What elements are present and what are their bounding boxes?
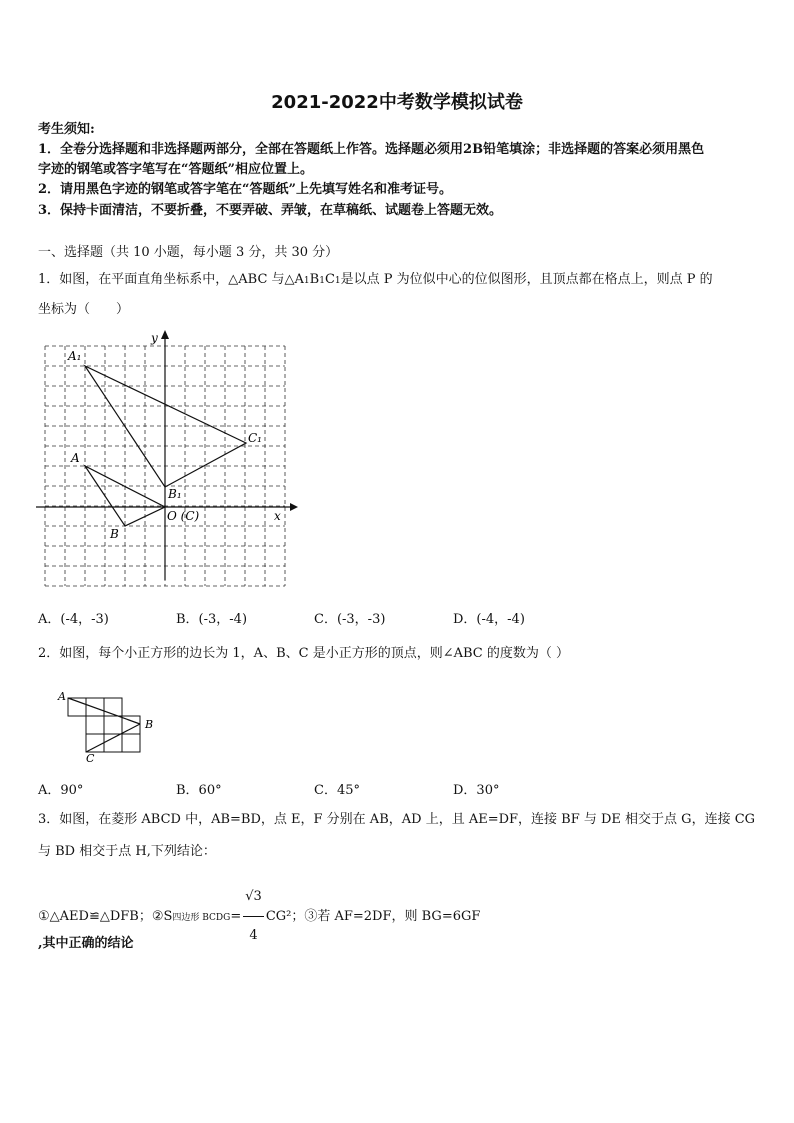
page-title: 2021-2022中考数学模拟试卷 [271,92,523,113]
q3-text-line2: 与 BD 相交于点 H,下列结论： [38,844,216,859]
q1-label-x: x [274,509,281,523]
q1-text-line1: 1．如图，在平面直角坐标系中，△ABC 与△A1B1C1是以点 P 为位似中心的位似图形，且顶点都在格点上，则点 P 的 [38,272,713,287]
q1-label-origin: O (C) [167,509,200,523]
q1-option-c[interactable]: C．(-3，-3) [314,612,386,627]
q1-label-a: A [71,451,80,465]
q1-option-d[interactable]: D．(-4，-4) [453,612,525,627]
q1-label-y: y [151,331,158,345]
q1-text-line2: 坐标为（ ） [38,302,130,317]
q1-label-b: B [110,527,119,541]
notice-heading: 考生须知: [38,122,95,137]
q2-label-b: B [145,718,154,731]
q1-label-a1: A₁ [68,349,82,363]
q2-option-a[interactable]: A．90° [38,783,84,798]
notice-item-3: 3．保持卡面清洁，不要折叠，不要弄破、弄皱，在草稿纸、试题卷上答题无效。 [38,203,503,218]
q2-option-d[interactable]: D．30° [453,783,500,798]
section-heading: 一、选择题（共 10 小题，每小题 3 分，共 30 分） [38,245,339,260]
q1-label-c1: C₁ [248,431,262,445]
notice-item-1: 1．全卷分选择题和非选择题两部分，全部在答题纸上作答。选择题必须用2B铅笔填涂；非选择题的答案必须用黑色 [38,142,705,157]
q2-label-a: A [58,690,66,703]
q2-segment-cb [86,724,140,752]
q3-text-line4: ,其中正确的结论 [38,936,134,951]
q1-label-b1: B₁ [168,487,182,501]
q3-text-line1: 3．如图，在菱形 ABCD 中，AB=BD，点 E，F 分别在 AB，AD 上，且 AE=DF，连接 BF 与 DE 相交于点 G，连接 CG [38,812,756,827]
notice-item-1-cont: 字迹的钢笔或答字笔写在“答题纸”相应位置上。 [38,162,313,177]
q1-coordinate-figure [36,330,306,590]
q1-y-axis-arrow [161,330,169,339]
q1-option-b[interactable]: B．(-3，-4) [176,612,248,627]
q3-conclusions: ①△AED≌△DFB；②S四边形 BCDG= $\frac{√3}{4}$ CG²；③若 AF=2DF，则 BG=6GF [38,878,480,955]
q2-label-c: C [86,752,95,764]
q2-option-c[interactable]: C．45° [314,783,360,798]
q2-option-b[interactable]: B．60° [176,783,222,798]
q2-figure [56,688,166,764]
notice-item-2: 2．请用黑色字迹的钢笔或答字笔在“答题纸”上先填写姓名和准考证号。 [38,182,453,197]
q2-text: 2．如图，每个小正方形的边长为 1，A、B、C 是小正方形的顶点，则∠ABC 的度数为（ ） [38,646,569,661]
q1-option-a[interactable]: A．(-4，-3) [38,612,109,627]
q1-x-axis-arrow [290,503,298,511]
q3-fraction: $\frac{√3}{4}$ [243,878,264,955]
